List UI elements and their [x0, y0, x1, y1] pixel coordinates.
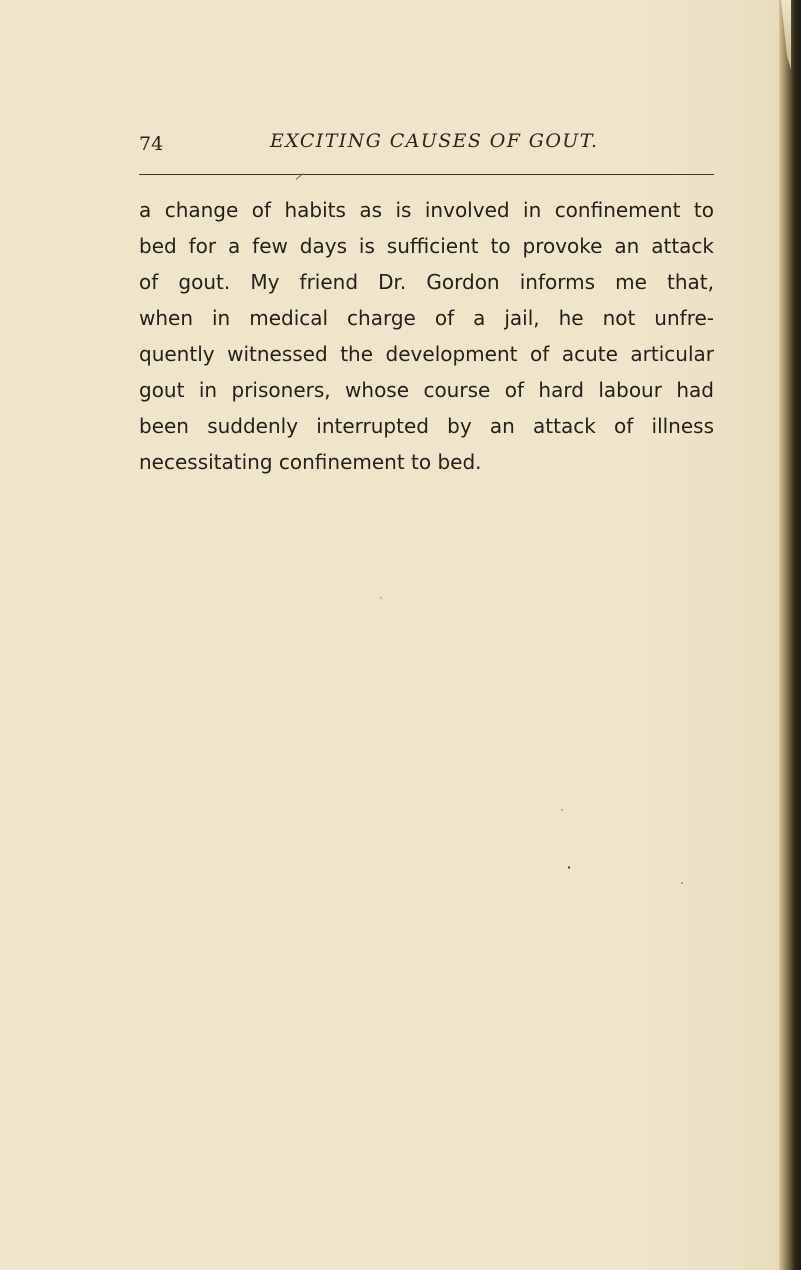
paper-speck — [561, 809, 563, 811]
page-edge-shadow — [779, 0, 801, 1270]
paper-speck — [568, 866, 570, 869]
text-line: bed for a few days is sufficient to provoke an attack — [139, 234, 714, 258]
paper-speck — [380, 597, 382, 599]
running-head — [139, 128, 714, 168]
text-line: a change of habits as is involved in confinement to — [139, 198, 714, 222]
text-line: when in medical charge of a jail, he not unfre- — [139, 306, 714, 330]
text-line: gout in prisoners, whose course of hard labour had — [139, 378, 714, 402]
header-rule — [139, 174, 714, 175]
body-paragraph — [139, 192, 714, 480]
running-title: EXCITING CAUSES OF GOUT. — [270, 130, 599, 152]
text-line: been suddenly interrupted by an attack of illness — [139, 414, 714, 438]
text-line: of gout. My friend Dr. Gordon informs me that, — [139, 270, 714, 294]
text-line: necessitating confinement to bed. — [139, 450, 482, 474]
paper-speck — [681, 882, 683, 884]
page-number: 74 — [139, 133, 164, 155]
text-line: quently witnessed the development of acute articular — [139, 342, 714, 366]
